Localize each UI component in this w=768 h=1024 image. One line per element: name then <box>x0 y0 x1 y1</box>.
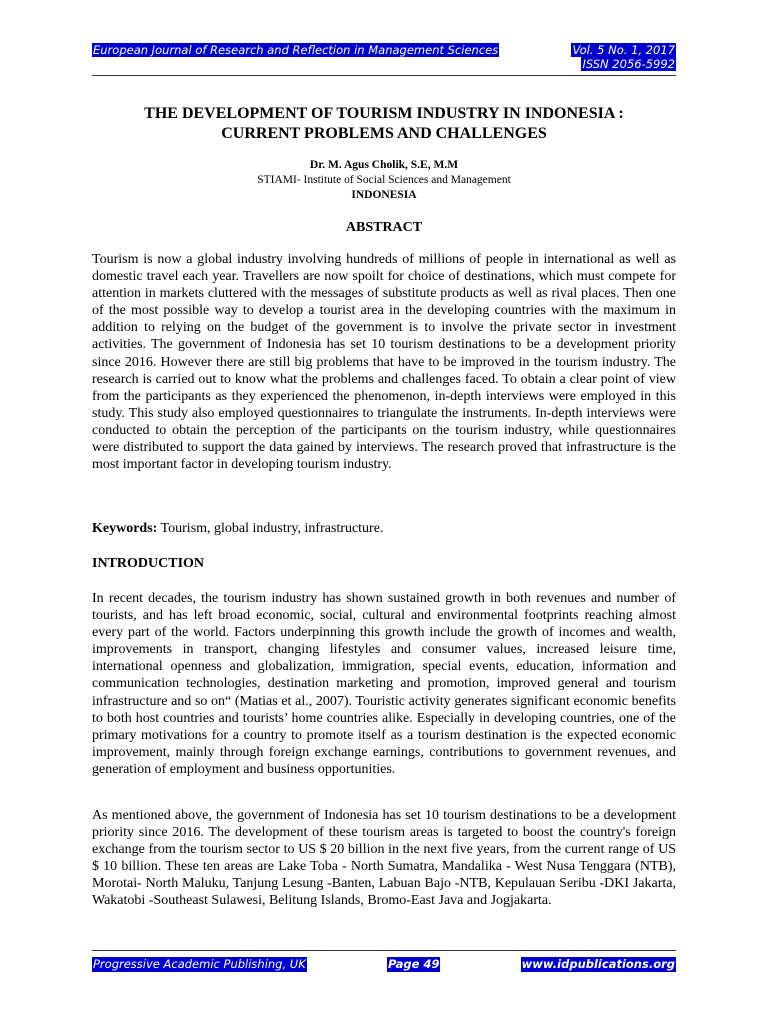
abstract-heading: ABSTRACT <box>345 220 423 235</box>
author-name: Dr. M. Agus Cholik, S.E, M.M <box>309 159 459 171</box>
publisher: Progressive Academic Publishing, UK <box>93 956 306 971</box>
volume-info: Vol. 5 No. 1, 2017 <box>572 43 675 57</box>
running-header <box>92 43 676 71</box>
keywords-label: Keywords: <box>92 521 158 536</box>
article-title <box>92 104 676 144</box>
author-affiliation: STIAMI- Institute of Social Sciences and Management <box>257 174 511 186</box>
title-line-1: THE DEVELOPMENT OF TOURISM INDUSTRY IN INDONESIA : <box>144 105 624 122</box>
journal-name: European Journal of Research and Reflection in Management Sciences <box>93 43 499 57</box>
author-country: INDONESIA <box>351 189 417 201</box>
intro-paragraph-2: As mentioned above, the government of Indonesia has set 10 tourism destinations to be a development priority since 2016. The development of these tourism areas is targeted to boost the country's foreign exchange from the tourism sector to US $ 20 billion in the next five years, from the current range of US $ 10 billion. These ten areas are Lake Toba - North Sumatra, Mandalika - West Nusa Tenggara (NTB), Morotai- North Maluku, Tanjung Lesung -Banten, Labuan Bajo -NTB, Kepulauan Seribu -DKI Jakarta, Wakatobi -Southeast Sulawesi, Belitung Islands, Bromo-East Java and Jogjakarta. <box>92 808 676 909</box>
footer-rule <box>92 950 676 951</box>
header-rule <box>92 75 676 76</box>
intro-paragraph-1: In recent decades, the tourism industry has shown sustained growth in both revenues and number of tourists, and has left broad economic, social, cultural and environmental footprints reaching almost every part of the world. Factors underpinning this growth include the growth of incomes and wealth, improvements in transport, changing lifestyles and consumer values, increased leisure time, international openness and globalization, immigration, special events, education, information and communication technologies, destination marketing and promotion, improved general and tourism infrastructure and so on“ (Matias et al., 2007). Touristic activity generates significant economic benefits to both host countries and tourists’ home countries alike. Especially in developing countries, one of the primary motivations for a country to promote itself as a tourism destination is the expected economic improvement, mainly through foreign exchange earnings, contributions to government revenues, and generation of employment and business opportunities. <box>92 591 676 777</box>
page-number: Page 49 <box>387 956 440 971</box>
website-link[interactable]: www.idpublications.org <box>521 956 675 971</box>
keywords <box>92 520 676 537</box>
keywords-text: Tourism, global industry, infrastructure. <box>157 521 384 536</box>
running-footer <box>92 956 676 972</box>
title-line-2: CURRENT PROBLEMS AND CHALLENGES <box>221 125 547 142</box>
author-block <box>92 158 676 203</box>
abstract-text: Tourism is now a global industry involving hundreds of millions of people in international as well as domestic travel each year. Travellers are now spoilt for choice of destinations, which must compete for attention in markets cluttered with the messages of substitute products as well as rival places. Then one of the most possible way to develop a tourist area in the developing countries with the maximum in addition to relying on the budget of the government is to involve the private sector in investment activities. The government of Indonesia has set 10 tourism destinations to be a development priority since 2016. However there are still big problems that have to be improved in the tourism industry. The research is carried out to know what the problems and challenges faced. To obtain a clear point of view from the participants as they experienced the phenomenon, in-depth interviews were employed in this study. This study also employed questionnaires to triangulate the instruments. In-depth interviews were conducted to obtain the perception of the participants on the tourism industry, while questionnaires were distributed to support the data gained by interviews. The research proved that infrastructure is the most important factor in developing tourism industry. <box>92 252 676 473</box>
introduction-heading: INTRODUCTION <box>92 556 205 571</box>
issn: ISSN 2056-5992 <box>582 57 675 71</box>
